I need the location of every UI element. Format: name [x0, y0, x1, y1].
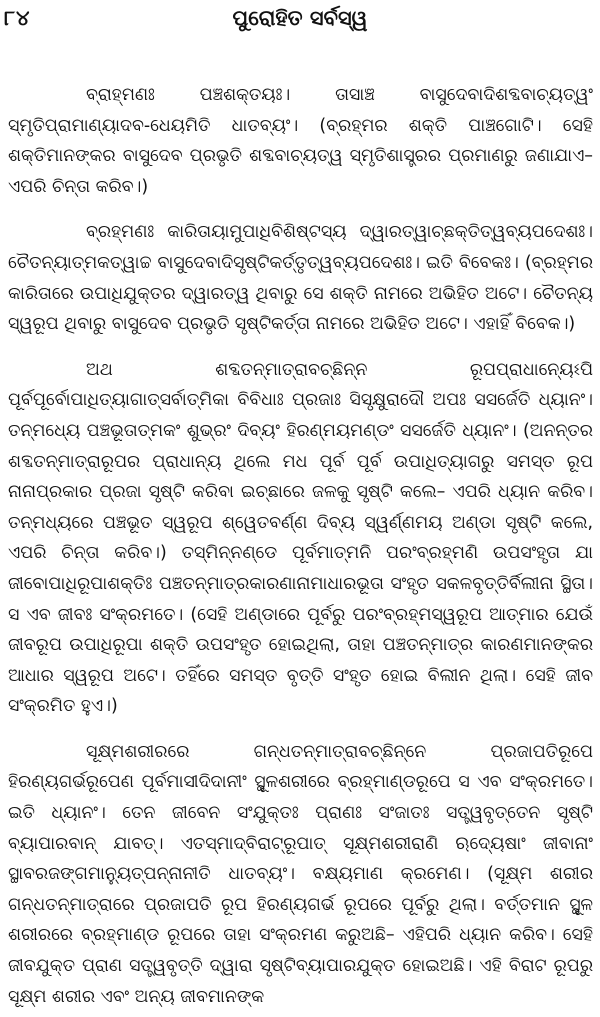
paragraph-1: ବ୍ରାହ୍ମଣଃ ପଞ୍ଚଶକ୍ତୟଃ। ତାସାଞ୍ଚ ବାସୁଦେବାଦିଶବ୍ଦବାଚ୍ୟତ୍ୱଂ ସ୍ମୃତିପ୍ରାମାଣ୍ୟାଦବ-ଧେୟମିତି ଧାତବ୍ୟଂ। (ବ୍ରହ୍ମର ଶକ୍ତି ପାଞ୍ଚଗୋଟି। ସେହି ଶକ୍ତିମାନଙ୍କର ବାସୁଦେବ ପ୍ରଭୃତି ଶବ୍ଦବାଚ୍ୟତ୍ୱ ସ୍ମୃତିଶାସ୍ତ୍ରର ପ୍ରମାଣରୁ ଜଣାଯାଏ– ଏପରି ଚିନ୍ତା କରିବ।)	[8, 85, 593, 197]
running-head-title: ପୁରୋହିତ ସର୍ବସ୍ୱ	[232, 6, 368, 30]
paragraph-4: ସୂକ୍ଷ୍ମଶରୀରରେ ଗନ୍ଧତନ୍ମାତ୍ରାବଚ୍ଛିନ୍ନେ ପ୍ରଜାପତିରୂପେ ହିରଣ୍ୟଗର୍ଭରୂପେଣ ପୂର୍ବମାସୀଦିଦାନୀଂ ସ୍ଥୂଳଶରୀରେ ବ୍ରହ୍ମାଣ୍ଡରୂପେ ସ ଏବ ସଂକ୍ରମତେ। ଇତି ଧ୍ୟାନଂ। ତେନ ଜୀବେନ ସଂଯୁକ୍ତଃ ପ୍ରାଣଃ ସଂଜାତଃ ସତ୍ତ୍ୱବୃତ୍ତେନ ସୃଷ୍ଟି ବ୍ୟାପାରବାନ୍ ଯାବତ୍। ଏତସ୍ମାଦ୍‌ବିରାଟ୍‌ରୂପାତ୍ ସୂକ୍ଷ୍ମଶରୀରାଣି ଋଦ୍ୟେଷାଂ ଜୀବାନାଂ ସ୍ଥାବରଜଙ୍ଗମାନ୍ୟୁତ୍ପନ୍ନାନୀତି ଧାତବ୍ୟଂ। ବକ୍ଷ୍ୟମାଣ କ୍ରମେଣ। (ସୂକ୍ଷ୍ମ ଶରୀର ଗନ୍ଧତନ୍ମାତ୍ରାରେ ପ୍ରଜାପତି ରୂପ ହିରଣ୍ୟଗର୍ଭ ରୂପରେ ପୂର୍ବରୁ ଥିଲା। ବର୍ତ୍ତମାନ ସ୍ଥୂଳ ଶରୀରରେ ବ୍ରହ୍ମାଣ୍ଡ ରୂପରେ ତାହା ସଂକ୍ରମଣ କରୁଅଛି– ଏହିପରି ଧ୍ୟାନ କରିବ। ସେହି ଜୀବଯୁକ୍ତ ପ୍ରାଣ ସତ୍ତ୍ୱବୃତ୍ତି ଦ୍ୱାରା ସୃଷ୍ଟିବ୍ୟାପାରଯୁକ୍ତ ହୋଇଅଛି। ଏହି ବିରାଟ ରୂପରୁ ସୂକ୍ଷ୍ମ ଶରୀର ଏବଂ ଅନ୍ୟ ଜୀବମାନଙ୍କ	[8, 741, 593, 1007]
body-text	[8, 80, 593, 1012]
running-head	[0, 0, 600, 44]
paragraph-2: ବ୍ରହ୍ମଣଃ କାରିତାୟାମୁପାଧିବିଶିଷ୍ଟସ୍ୟ ଦ୍ୱାରତ୍ୱାଚ୍ଛକ୍ତିତ୍ୱବ୍ୟପଦେଶଃ। ଚୈତନ୍ୟାତ୍ମକତ୍ୱାଚ୍ଚ ବାସୁଦେବାଦିସୃଷ୍ଟିକର୍ତ୍ତୃତ୍ୱବ୍ୟପଦେଶଃ। ଇତି ବିବେକଃ। (ବ୍ରହ୍ମର କାରିତାରେ ଉପାଧିଯୁକ୍ତର ଦ୍ୱାରତ୍ୱ ଥିବାରୁ ସେ ଶକ୍ତି ନାମରେ ଅଭିହିତ ଅଟେ। ଚୈତନ୍ୟ ସ୍ୱରୂପ ଥିବାରୁ ବାସୁଦେବ ପ୍ରଭୃତି ସୃଷ୍ଟିକର୍ତ୍ତା ନାମରେ ଅଭିହିତ ଅଟେ। ଏହାହିଁ ବିବେକ।)	[8, 222, 593, 335]
paragraph-3: ଅଥ ଶବ୍ଦତନ୍ମାତ୍ରାବଚ୍ଛିନ୍ନ ରୂପପ୍ରାଧାନ୍ୟେଽପି ପୂର୍ବପୂର୍ବୋପାଧିତ୍ୟାଗାତ୍ସର୍ବାତ୍ମିକା ବିବିଧାଃ ପ୍ରଜାଃ ସିସୃକ୍ଷୁରାଦୌ ଅପଃ ସସର୍ଜେତି ଧ୍ୟାନଂ। ତନ୍ମଧ୍ୟେ ପଞ୍ଚଭୂତାତ୍ମକଂ ଶୁଭ୍ରଂ ଦିବ୍ୟଂ ହିରଣ୍ମୟମଣ୍ଡଂ ସସର୍ଜେତି ଧ୍ୟାନଂ। (ଅନନ୍ତର ଶବ୍ଦତନ୍ମାତ୍ରାରୂପର ପ୍ରାଧାନ୍ୟ ଥିଲେ ମଧ ପୂର୍ବ ପୂର୍ବ ଉପାଧିତ୍ୟାଗରୁ ସମସ୍ତ ରୂପ ନାନାପ୍ରକାର ପ୍ରଜା ସୃଷ୍ଟି କରିବା ଇଚ୍ଛାରେ ଜଳକୁ ସୃଷ୍ଟି କଲେ– ଏପରି ଧ୍ୟାନ କରିବ। ତନ୍ମଧ୍ୟରେ ପଞ୍ଚଭୂତ ସ୍ୱରୂପ ଶ୍ୱେତବର୍ଣ୍ଣ ଦିବ୍ୟ ସ୍ୱର୍ଣ୍ଣମୟ ଅଣ୍ଡା ସୃଷ୍ଟି କଲେ, ଏପରି ଚିନ୍ତା କରିବ।) ତସ୍ମିନ୍ନଣ୍ଡେ ପୂର୍ବମାତ୍ମନି ପରଂବ୍ରହ୍ମଣି ଉପସଂହୃତା ଯା ଜୀବୋପାଧିରୂପାଶକ୍ତିଃ ପଞ୍ଚତନ୍ମାତ୍ରକାରଣାନାମାଧାରଭୂତା ସଂହୃତ ସକଳବୃତ୍ତିର୍ବିଲୀନା ସ୍ଥିତା। ସ ଏବ ଜୀବଃ ସଂକ୍ରମତେ। (ସେହି ଅଣ୍ଡାରେ ପୂର୍ବରୁ ପରଂବ୍ରହ୍ମସ୍ୱରୂପ ଆତ୍ମାର ଯେଉଁ ଜୀବରୂପ ଉପାଧିରୂପା ଶକ୍ତି ଉପସଂହୃତ ହୋଇଥିଲା, ତାହା ପଞ୍ଚତନ୍ମାତ୍ର କାରଣମାନଙ୍କର ଆଧାର ସ୍ୱରୂପ ଅଟେ। ତହିଁରେ ସମସ୍ତ ବୃତ୍ତି ସଂହୃତ ହୋଇ ବିଲୀନ ଥିଲା। ସେହି ଜୀବ ସଂକ୍ରମିତ ହୁଏ।)	[8, 359, 593, 717]
page-number: ୮୪	[4, 6, 31, 30]
